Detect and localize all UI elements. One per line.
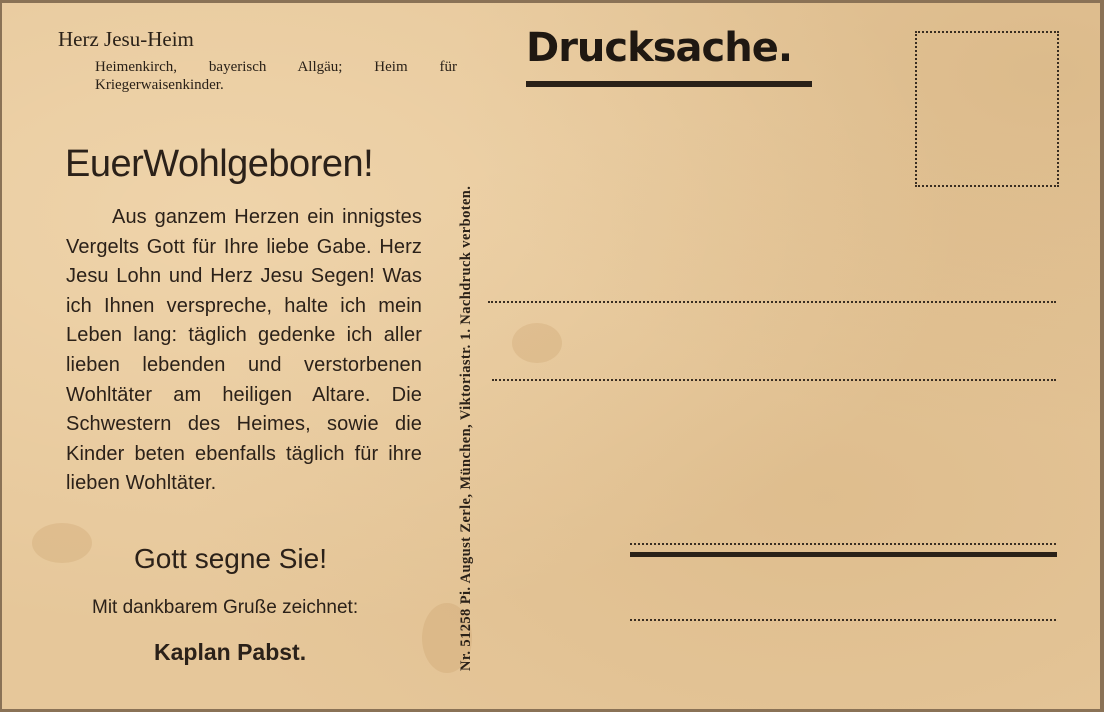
address-solid-line <box>630 552 1057 557</box>
paper-stain <box>512 323 562 363</box>
signature: Kaplan Pabst. <box>154 639 307 665</box>
stamp-box <box>915 31 1059 187</box>
closing-line: Mit dankbarem Gruße zeichnet: <box>92 597 359 618</box>
address-line <box>630 543 1056 545</box>
message-body: Aus ganzem Herzen ein innigstes Vergelts Gott für Ihre liebe Gabe. Herz Jesu Lohn und Herz Jesu Segen! Was ich Ihnen verspreche, halte ich mein Leben lang: täglich gedenke ich aller lieben lebenden und verstorbenen Wohltäter am heiligen Altare. Die Schwestern des Heimes, sowie die Kinder beten ebenfalls täglich für ihre lieben Wohltäter. <box>66 206 422 495</box>
sender-address: Heimenkirch, bayerisch Allgäu; Heim für Kriegerwaisenkinder. <box>95 59 457 93</box>
postcard <box>2 3 1100 709</box>
sender-name: Herz Jesu-Heim <box>58 27 194 51</box>
paper-stain <box>32 523 92 563</box>
address-line <box>492 379 1056 381</box>
drucksache-heading: Drucksache. <box>526 25 793 71</box>
heading-underline <box>526 81 812 87</box>
printer-imprint: Nr. 51258 Pi. August Zerle, München, Viktoriastr. 1. Nachdruck verboten. <box>458 185 474 671</box>
blessing: Gott segne Sie! <box>134 543 328 574</box>
address-line <box>488 301 1056 303</box>
salutation: EuerWohlgeboren! <box>65 143 374 185</box>
address-line <box>630 619 1056 621</box>
